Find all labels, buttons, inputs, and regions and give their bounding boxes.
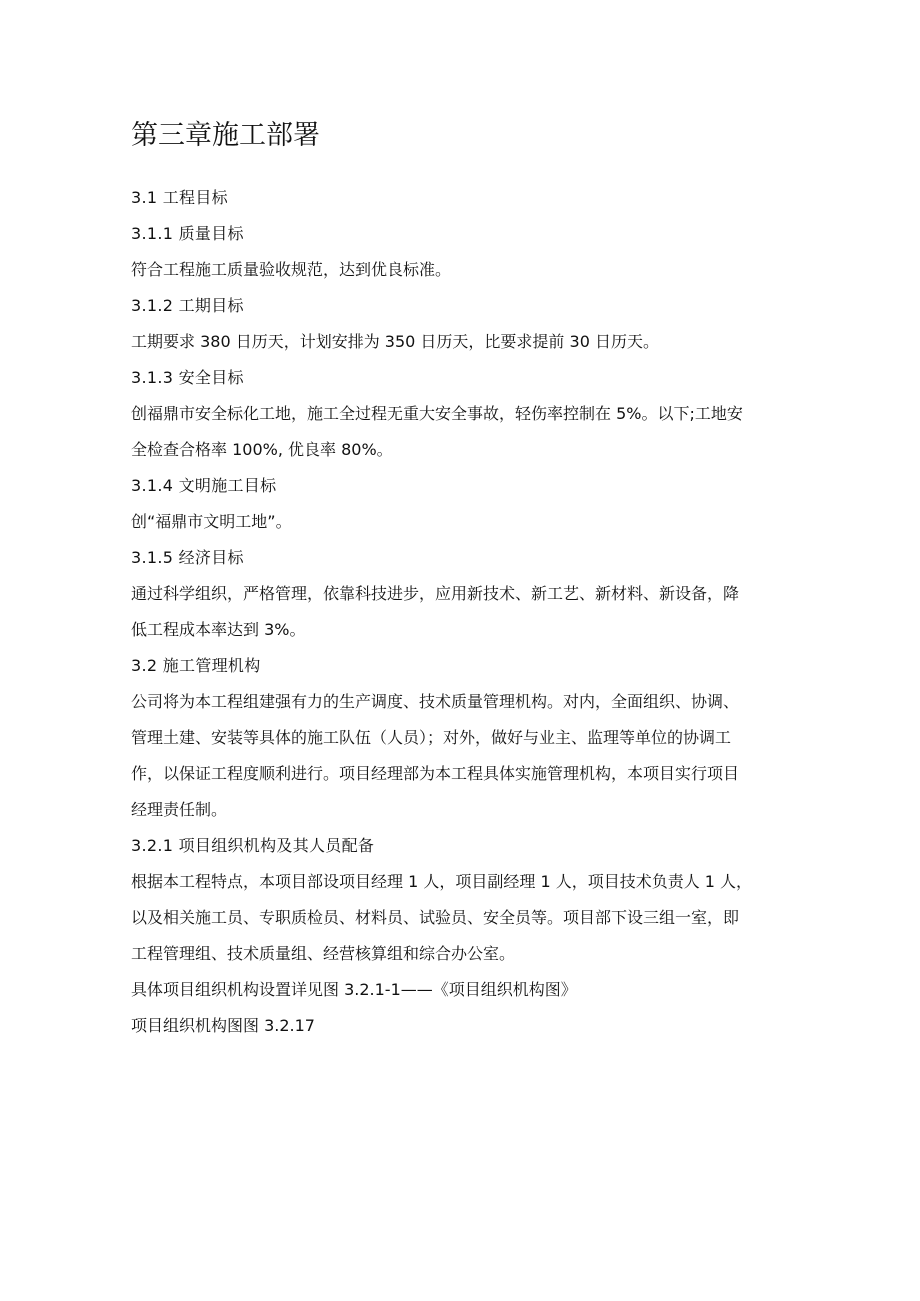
subsection-heading-organization: 3.2.1 项目组织机构及其人员配备: [131, 836, 375, 855]
paragraph-economic-line-2: 低工程成本率达到 3%。: [131, 620, 306, 639]
paragraph-organization-line-2: 以及相关施工员、专职质检员、材料员、试验员、安全员等。项目部下设三组一室，即: [131, 908, 740, 927]
section-heading-3-2: 3.2 施工管理机构: [131, 656, 261, 675]
paragraph-organization-line-3: 工程管理组、技术质量组、经营核算组和综合办公室。: [131, 944, 516, 963]
subsection-heading-economic: 3.1.5 经济目标: [131, 548, 244, 567]
paragraph-schedule: 工期要求 380 日历天，计划安排为 350 日历天，比要求提前 30 日历天。: [131, 332, 659, 351]
subsection-heading-civilized: 3.1.4 文明施工目标: [131, 476, 277, 495]
paragraph-management-line-1: 公司将为本工程组建强有力的生产调度、技术质量管理机构。对内，全面组织、协调、: [131, 692, 740, 711]
paragraph-management-line-4: 经理责任制。: [131, 800, 228, 819]
subsection-heading-quality: 3.1.1 质量目标: [131, 224, 244, 243]
figure-caption: 项目组织机构图图 3.2.17: [131, 1016, 315, 1035]
paragraph-quality: 符合工程施工质量验收规范，达到优良标准。: [131, 260, 452, 279]
paragraph-management-line-2: 管理土建、安装等具体的施工队伍（人员）；对外，做好与业主、监理等单位的协调工: [131, 728, 732, 747]
paragraph-organization-line-1: 根据本工程特点，本项目部设项目经理 1 人，项目副经理 1 人，项目技术负责人 1 人，: [131, 872, 753, 891]
section-heading-3-1: 3.1 工程目标: [131, 188, 228, 207]
paragraph-safety-line-1: 创福鼎市安全标化工地，施工全过程无重大安全事故，轻伤率控制在 5%。以下;工地安: [131, 404, 743, 423]
figure-reference: 具体项目组织机构设置详见图 3.2.1-1——《项目组织机构图》: [131, 980, 577, 999]
subsection-heading-schedule: 3.1.2 工期目标: [131, 296, 244, 315]
paragraph-civilized: 创“福鼎市文明工地”。: [131, 512, 292, 531]
paragraph-economic-line-1: 通过科学组织，严格管理，依靠科技进步，应用新技术、新工艺、新材料、新设备，降: [131, 584, 740, 603]
chapter-title: 第三章施工部署: [131, 120, 320, 151]
paragraph-management-line-3: 作，以保证工程度顺利进行。项目经理部为本工程具体实施管理机构，本项目实行项目: [131, 764, 740, 783]
paragraph-safety-line-2: 全检查合格率 100%, 优良率 80%。: [131, 440, 393, 459]
subsection-heading-safety: 3.1.3 安全目标: [131, 368, 244, 387]
